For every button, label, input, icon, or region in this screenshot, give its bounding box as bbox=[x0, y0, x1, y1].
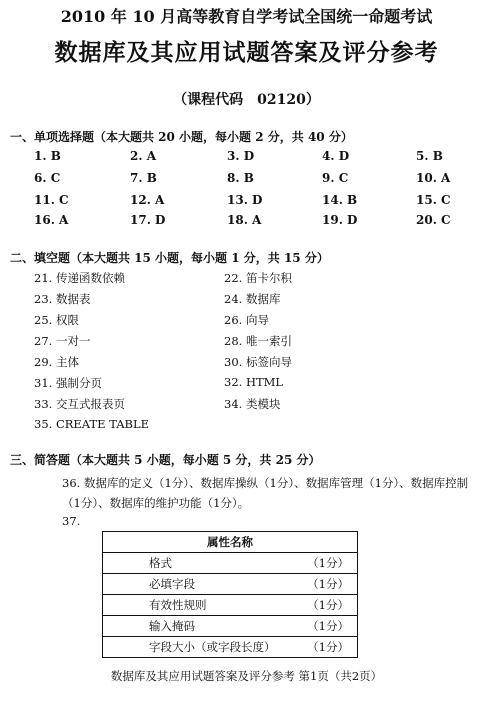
fill-answer: 34. 类模块 bbox=[224, 397, 281, 411]
exam-header-line: 2010 年 10 月高等教育自学考试全国统一命题考试 bbox=[60, 7, 433, 26]
mc-answer: 20. C bbox=[416, 213, 451, 227]
attribute-score: （1分） bbox=[281, 595, 358, 616]
table-row bbox=[103, 574, 358, 595]
fill-answer: 33. 交互式报表页 bbox=[34, 397, 125, 411]
fill-answer: 23. 数据表 bbox=[34, 292, 91, 306]
fill-answer: 26. 向导 bbox=[224, 313, 269, 327]
mc-answer: 18. A bbox=[227, 213, 262, 227]
mc-answer: 7. B bbox=[130, 171, 157, 185]
attribute-score: （1分） bbox=[281, 637, 358, 658]
course-code: （课程代码 02120） bbox=[173, 92, 320, 108]
section-3-heading: 三、简答题（本大题共 5 小题，每小题 5 分，共 25 分） bbox=[10, 453, 321, 467]
mc-answer: 15. C bbox=[416, 193, 451, 207]
fill-answer: 25. 权限 bbox=[34, 313, 79, 327]
mc-answer: 14. B bbox=[322, 193, 358, 207]
fill-answer: 31. 强制分页 bbox=[34, 376, 102, 390]
attribute-score: （1分） bbox=[281, 553, 358, 574]
attribute-name: 输入掩码 bbox=[103, 616, 282, 637]
section-1-heading: 一、单项选择题（本大题共 20 小题，每小题 2 分，共 40 分） bbox=[10, 130, 353, 144]
table-row bbox=[103, 637, 358, 658]
document-title: 数据库及其应用试题答案及评分参考 bbox=[54, 39, 439, 66]
fill-answer: 24. 数据库 bbox=[224, 292, 281, 306]
section-2-heading: 二、填空题（本大题共 15 小题，每小题 1 分，共 15 分） bbox=[10, 251, 329, 265]
attribute-name: 必填字段 bbox=[103, 574, 282, 595]
fill-answer: 27. 一对一 bbox=[34, 334, 91, 348]
mc-answer: 5. B bbox=[416, 149, 443, 163]
attribute-table bbox=[102, 531, 358, 658]
fill-answer: 28. 唯一索引 bbox=[224, 334, 292, 348]
page-footer: 数据库及其应用试题答案及评分参考 第1页（共2页） bbox=[110, 669, 383, 683]
mc-answer: 12. A bbox=[130, 193, 165, 207]
mc-answer: 3. D bbox=[227, 149, 255, 163]
mc-answer: 2. A bbox=[130, 149, 157, 163]
fill-answer: 35. CREATE TABLE bbox=[34, 417, 150, 431]
attribute-name: 有效性规则 bbox=[103, 595, 282, 616]
fill-answer: 30. 标签向导 bbox=[224, 355, 292, 369]
answer-36: 36. 数据库的定义（1分）、数据库操纵（1分）、数据库管理（1分）、数据库控制（1分）、数据库的维护功能（1分）。 bbox=[62, 476, 469, 510]
mc-answer: 19. D bbox=[322, 213, 358, 227]
mc-answer: 11. C bbox=[34, 193, 69, 207]
table-row bbox=[103, 616, 358, 637]
mc-answer: 9. C bbox=[322, 171, 349, 185]
answer-37-label: 37. bbox=[62, 514, 81, 528]
attribute-score: （1分） bbox=[281, 574, 358, 595]
attribute-score: （1分） bbox=[281, 616, 358, 637]
mc-answer: 17. D bbox=[130, 213, 166, 227]
attribute-name: 格式 bbox=[103, 553, 282, 574]
table-row bbox=[103, 595, 358, 616]
fill-answer: 32. HTML bbox=[224, 375, 284, 389]
mc-answer: 8. B bbox=[227, 171, 254, 185]
fill-answer: 29. 主体 bbox=[34, 355, 79, 369]
fill-answer: 22. 笛卡尔积 bbox=[224, 271, 292, 285]
mc-answer: 13. D bbox=[227, 193, 263, 207]
mc-answer: 4. D bbox=[322, 149, 350, 163]
mc-answer: 10. A bbox=[416, 171, 451, 185]
mc-answer: 6. C bbox=[34, 171, 61, 185]
fill-answer: 21. 传递函数依赖 bbox=[34, 271, 125, 285]
mc-answer: 16. A bbox=[34, 213, 69, 227]
mc-answer: 1. B bbox=[34, 149, 61, 163]
attribute-table-header: 属性名称 bbox=[103, 532, 358, 553]
table-row bbox=[103, 553, 358, 574]
attribute-name: 字段大小（或字段长度） bbox=[103, 637, 282, 658]
